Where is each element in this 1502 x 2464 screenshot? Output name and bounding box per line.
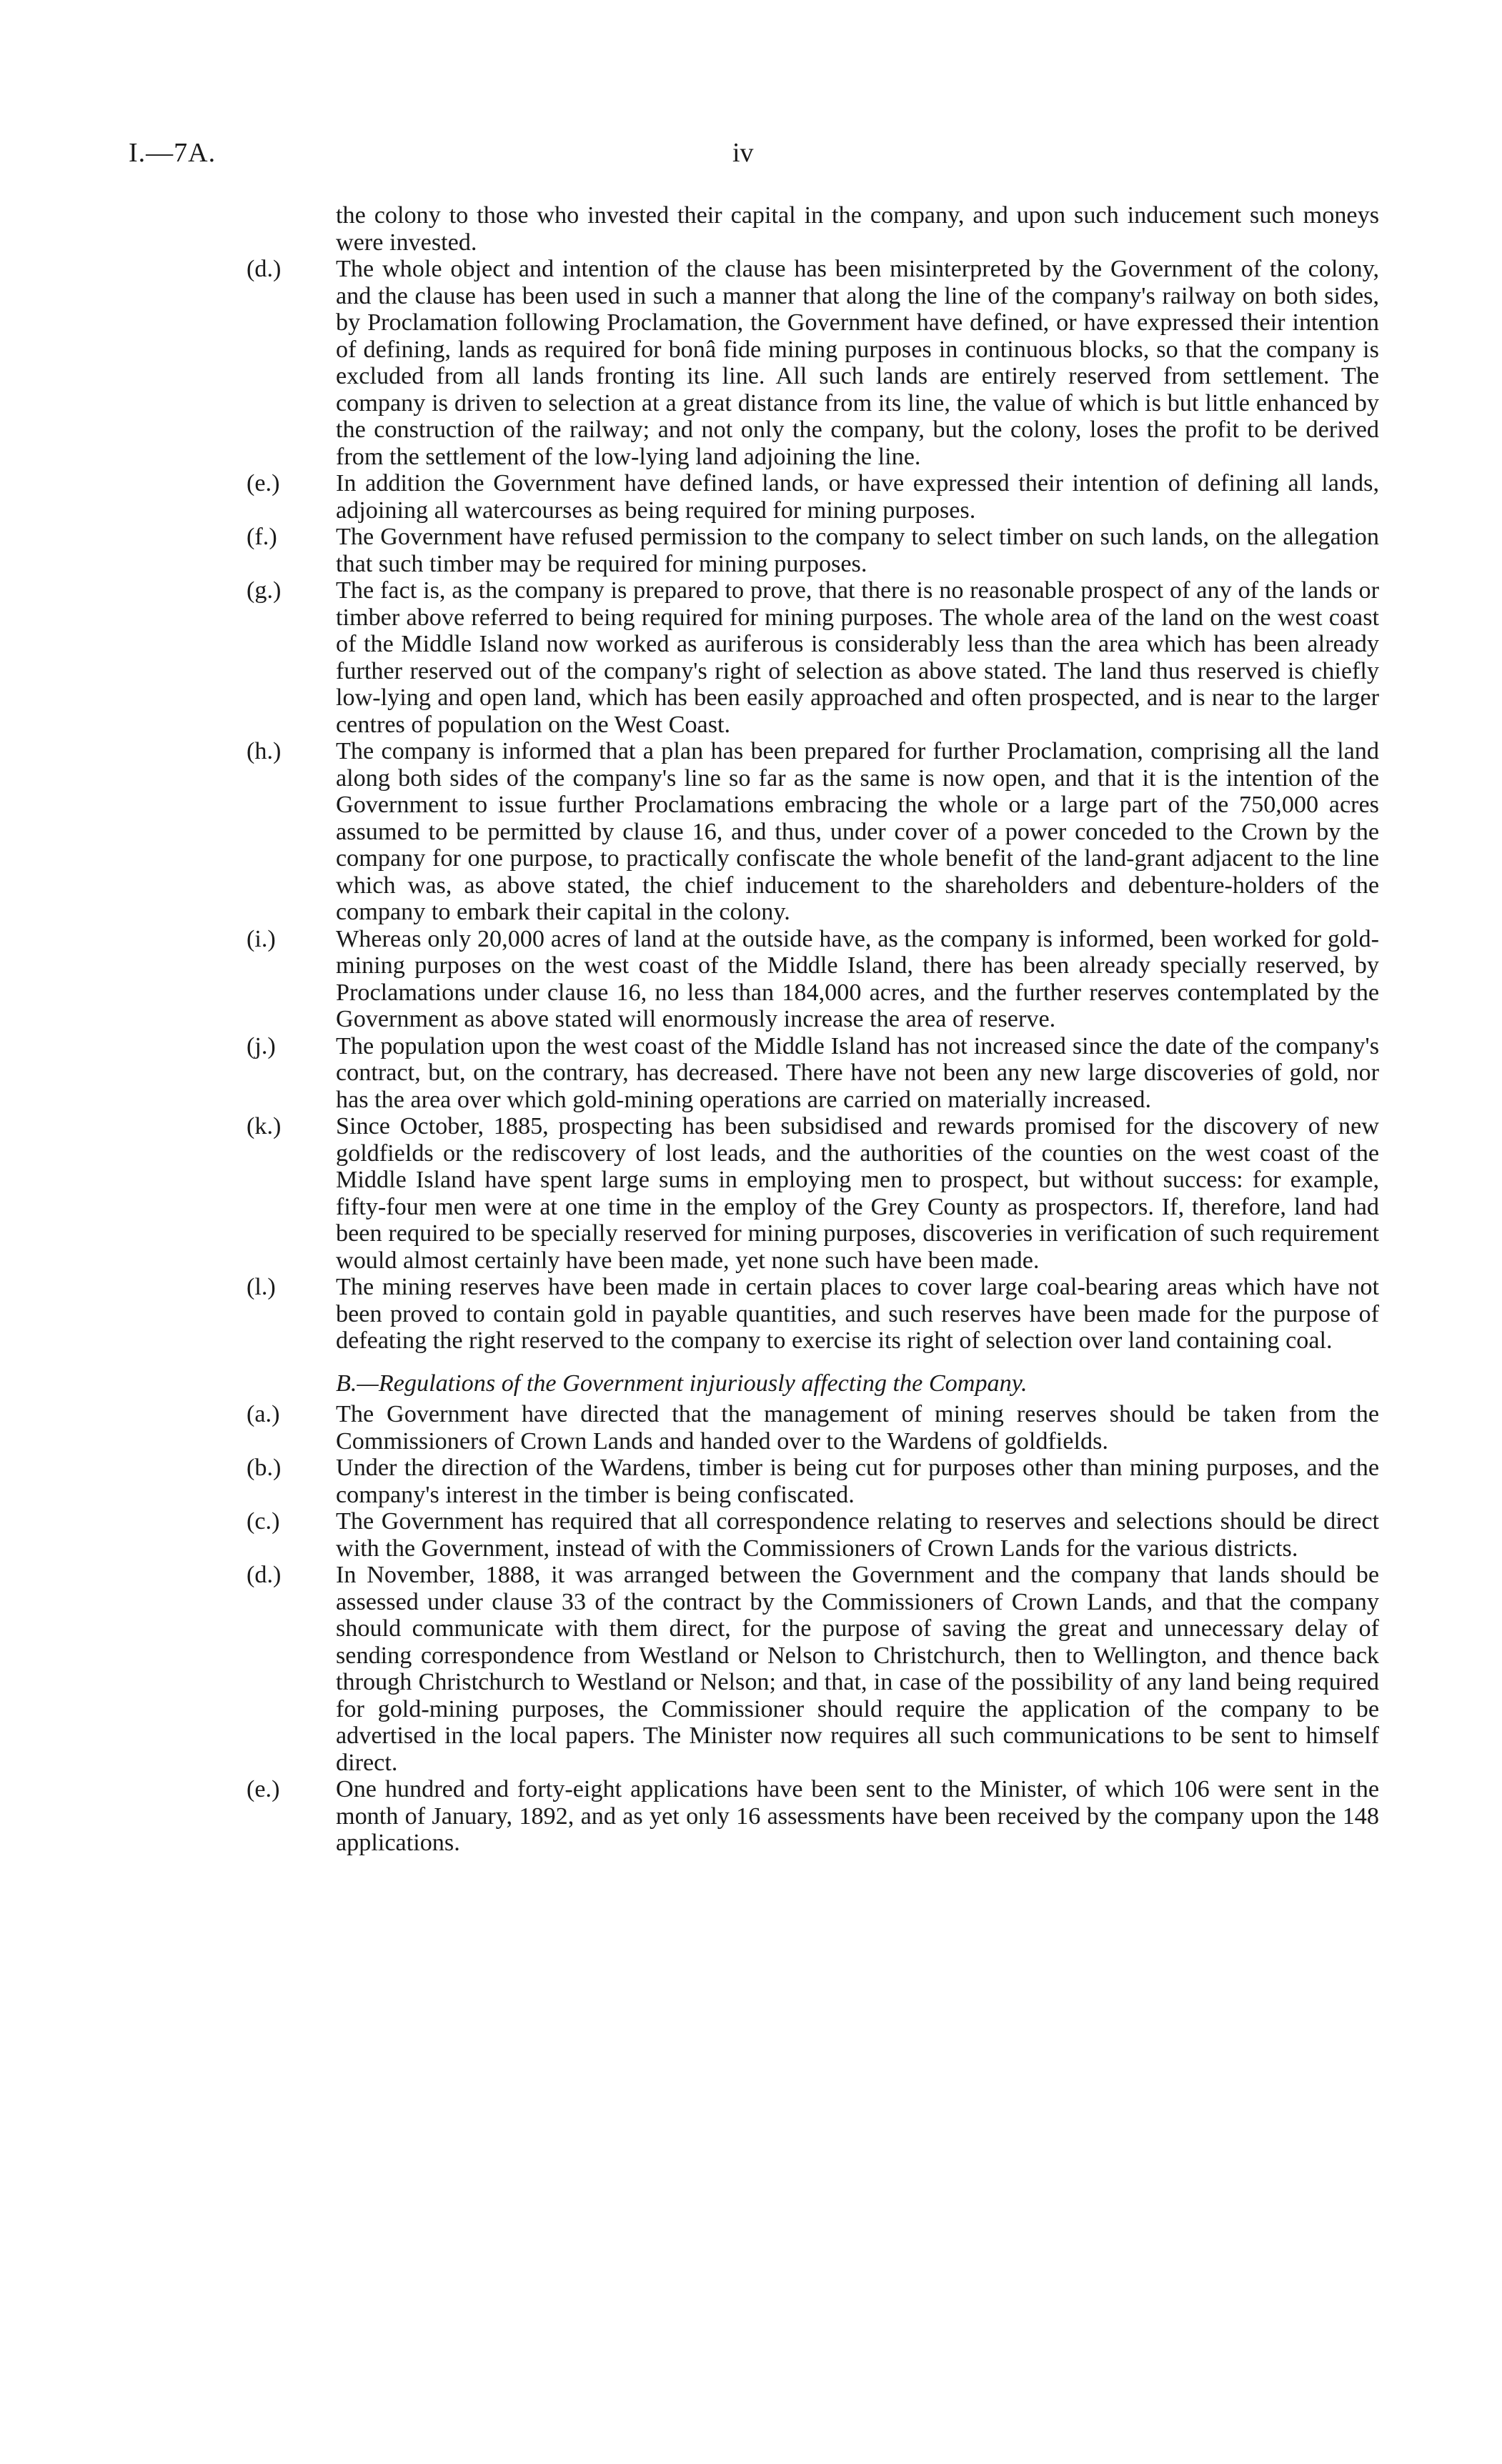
item-label: (l.) <box>247 1274 276 1300</box>
item-text: The Government have refused permission to the company to select timber on such lands, on the allegation that such timber may be required for mining purposes. <box>336 524 1379 577</box>
item-label: (h.) <box>247 738 282 764</box>
item-text: The company is informed that a plan has been prepared for further Proclamation, comprising all the land along both sides of the company's line so far as the same is now open, and that it is the intention of the Government to issue further Proclamations embracing the whole or a large part of the 750,000 acres assumed to be permitted by clause 16, and thus, under cover of a power conceded to the Crown by the company for one purpose, to practically confiscate the whole benefit of the land-grant adjacent to the line which was, as above stated, the chief inducement to the shareholders and debenture-holders of the company to embark their capital in the colony. <box>336 738 1379 925</box>
item-text: The Government has required that all correspondence relating to reserves and selections should be direct with the Government, instead of with the Commissioners of Crown Lands for the various districts. <box>336 1508 1379 1562</box>
item-text: Under the direction of the Wardens, timber is being cut for purposes other than mining purposes, and the company's interest in the timber is being confiscated. <box>336 1455 1379 1508</box>
item-text: One hundred and forty-eight applications have been sent to the Minister, of which 106 were sent in the month of January, 1892, and as yet only 16 assessments have been received by the company upon the 148 applications. <box>336 1776 1379 1856</box>
page-header <box>129 137 1379 180</box>
list-item <box>247 470 1379 524</box>
list-item <box>247 577 1379 738</box>
item-text: The whole object and intention of the clause has been misinterpreted by the Government of the colony, and the clause has been used in such a manner that along the line of the company's railway on both sides, by Proclamation following Proclamation, the Government have defined, or have expressed their intention of defining, lands as required for bonâ fide mining purposes in continuous blocks, so that the company is excluded from all lands fronting its line. All such lands are entirely reserved from settlement. The company is driven to selection at a great distance from its line, the value of which is but little enhanced by the construction of the railway; and not only the company, but the colony, loses the profit to be derived from the settlement of the low-lying land adjoining the line. <box>336 256 1379 470</box>
item-label: (k.) <box>247 1113 282 1139</box>
section-a-list <box>247 256 1379 1355</box>
item-text: The fact is, as the company is prepared to prove, that there is no reasonable prospect of any of the lands or timber above referred to being required for mining purposes. The whole area of the land on the west coast of the Middle Island now worked as auriferous is considerably less than the area which has been already further reserved out of the company's right of selection as above stated. The land thus reserved is chiefly low-lying and open land, which has been easily approached and often prospected, and is near to the larger centres of population on the West Coast. <box>336 577 1379 738</box>
item-text: Since October, 1885, prospecting has been subsidised and rewards promised for the discovery of new goldfields or the rediscovery of lost leads, and the authorities of the counties on the west coast of the Middle Island have spent large sums in employing men to prospect, but without success: for example, fifty-four men were at one time in the employ of the Grey County as prospectors. If, therefore, land had been required to be specially reserved for mining purposes, discoveries in verification of such requirement would almost certainly have been made, yet none such have been made. <box>336 1113 1379 1274</box>
item-text: In addition the Government have defined lands, or have expressed their intention of defining all lands, adjoining all watercourses as being required for mining purposes. <box>336 470 1379 524</box>
list-item <box>247 1776 1379 1857</box>
item-label: (c.) <box>247 1508 280 1535</box>
section-b-heading: B.—Regulations of the Government injuriously affecting the Company. <box>336 1370 1028 1397</box>
item-label: (e.) <box>247 1776 280 1802</box>
continuation-text: the colony to those who invested their capital in the company, and upon such inducement such moneys were invested. <box>336 202 1379 256</box>
item-label: (j.) <box>247 1032 276 1059</box>
section-b-list <box>247 1401 1379 1857</box>
item-text: The population upon the west coast of the Middle Island has not increased since the date of the company's contract, but, on the contrary, has decreased. There have not been any new large discoveries of gold, nor has the area over which gold-mining operations are carried on materially increased. <box>336 1032 1379 1113</box>
item-text: In November, 1888, it was arranged between the Government and the company that lands should be assessed under clause 33 of the contract by the Commissioners of Crown Lands, and that the company should communicate with them direct, for the purpose of saving the great and unnecessary delay of sending correspondence from Westland or Nelson to Christchurch, then to Wellington, and thence back through Christchurch to Westland or Nelson; and that, in case of the possibility of any land being required for gold-mining purposes, the Commissioner should require the application of the company to be advertised in the local papers. The Minister now requires all such communications to be sent to himself direct. <box>336 1562 1379 1776</box>
list-item <box>247 1401 1379 1455</box>
document-body <box>247 202 1379 1857</box>
item-label: (i.) <box>247 925 276 952</box>
item-text: The mining reserves have been made in certain places to cover large coal-bearing areas which have not been proved to contain gold in payable quantities, and such reserves have been made for the purpose of defeating the right reserved to the company to exercise its right of selection over land containing coal. <box>336 1274 1379 1354</box>
item-text: Whereas only 20,000 acres of land at the outside have, as the company is informed, been worked for gold-mining purposes on the west coast of the Middle Island, there has been already specially reserved, by Proclamations under clause 16, no less than 184,000 acres, and the further reserves contemplated by the Government as above stated will enormously increase the area of reserve. <box>336 925 1379 1032</box>
item-label: (e.) <box>247 470 280 497</box>
list-item <box>247 256 1379 470</box>
list-item <box>247 738 1379 926</box>
document-reference: I.—7A. <box>129 138 217 168</box>
list-item <box>247 1113 1379 1274</box>
list-item <box>247 1455 1379 1508</box>
item-label: (f.) <box>247 524 277 550</box>
item-label: (d.) <box>247 1562 282 1588</box>
item-label: (d.) <box>247 256 282 282</box>
item-label: (a.) <box>247 1401 280 1427</box>
list-item <box>247 1032 1379 1114</box>
page-number: iv <box>732 138 754 168</box>
list-item <box>247 524 1379 577</box>
item-text: The Government have directed that the management of mining reserves should be taken from the Commissioners of Crown Lands and handed over to the Wardens of goldfields. <box>336 1401 1379 1455</box>
item-label: (g.) <box>247 577 282 604</box>
list-item <box>247 925 1379 1033</box>
list-item <box>247 1274 1379 1355</box>
list-item <box>247 1562 1379 1776</box>
item-label: (b.) <box>247 1455 282 1481</box>
list-item <box>247 1508 1379 1562</box>
